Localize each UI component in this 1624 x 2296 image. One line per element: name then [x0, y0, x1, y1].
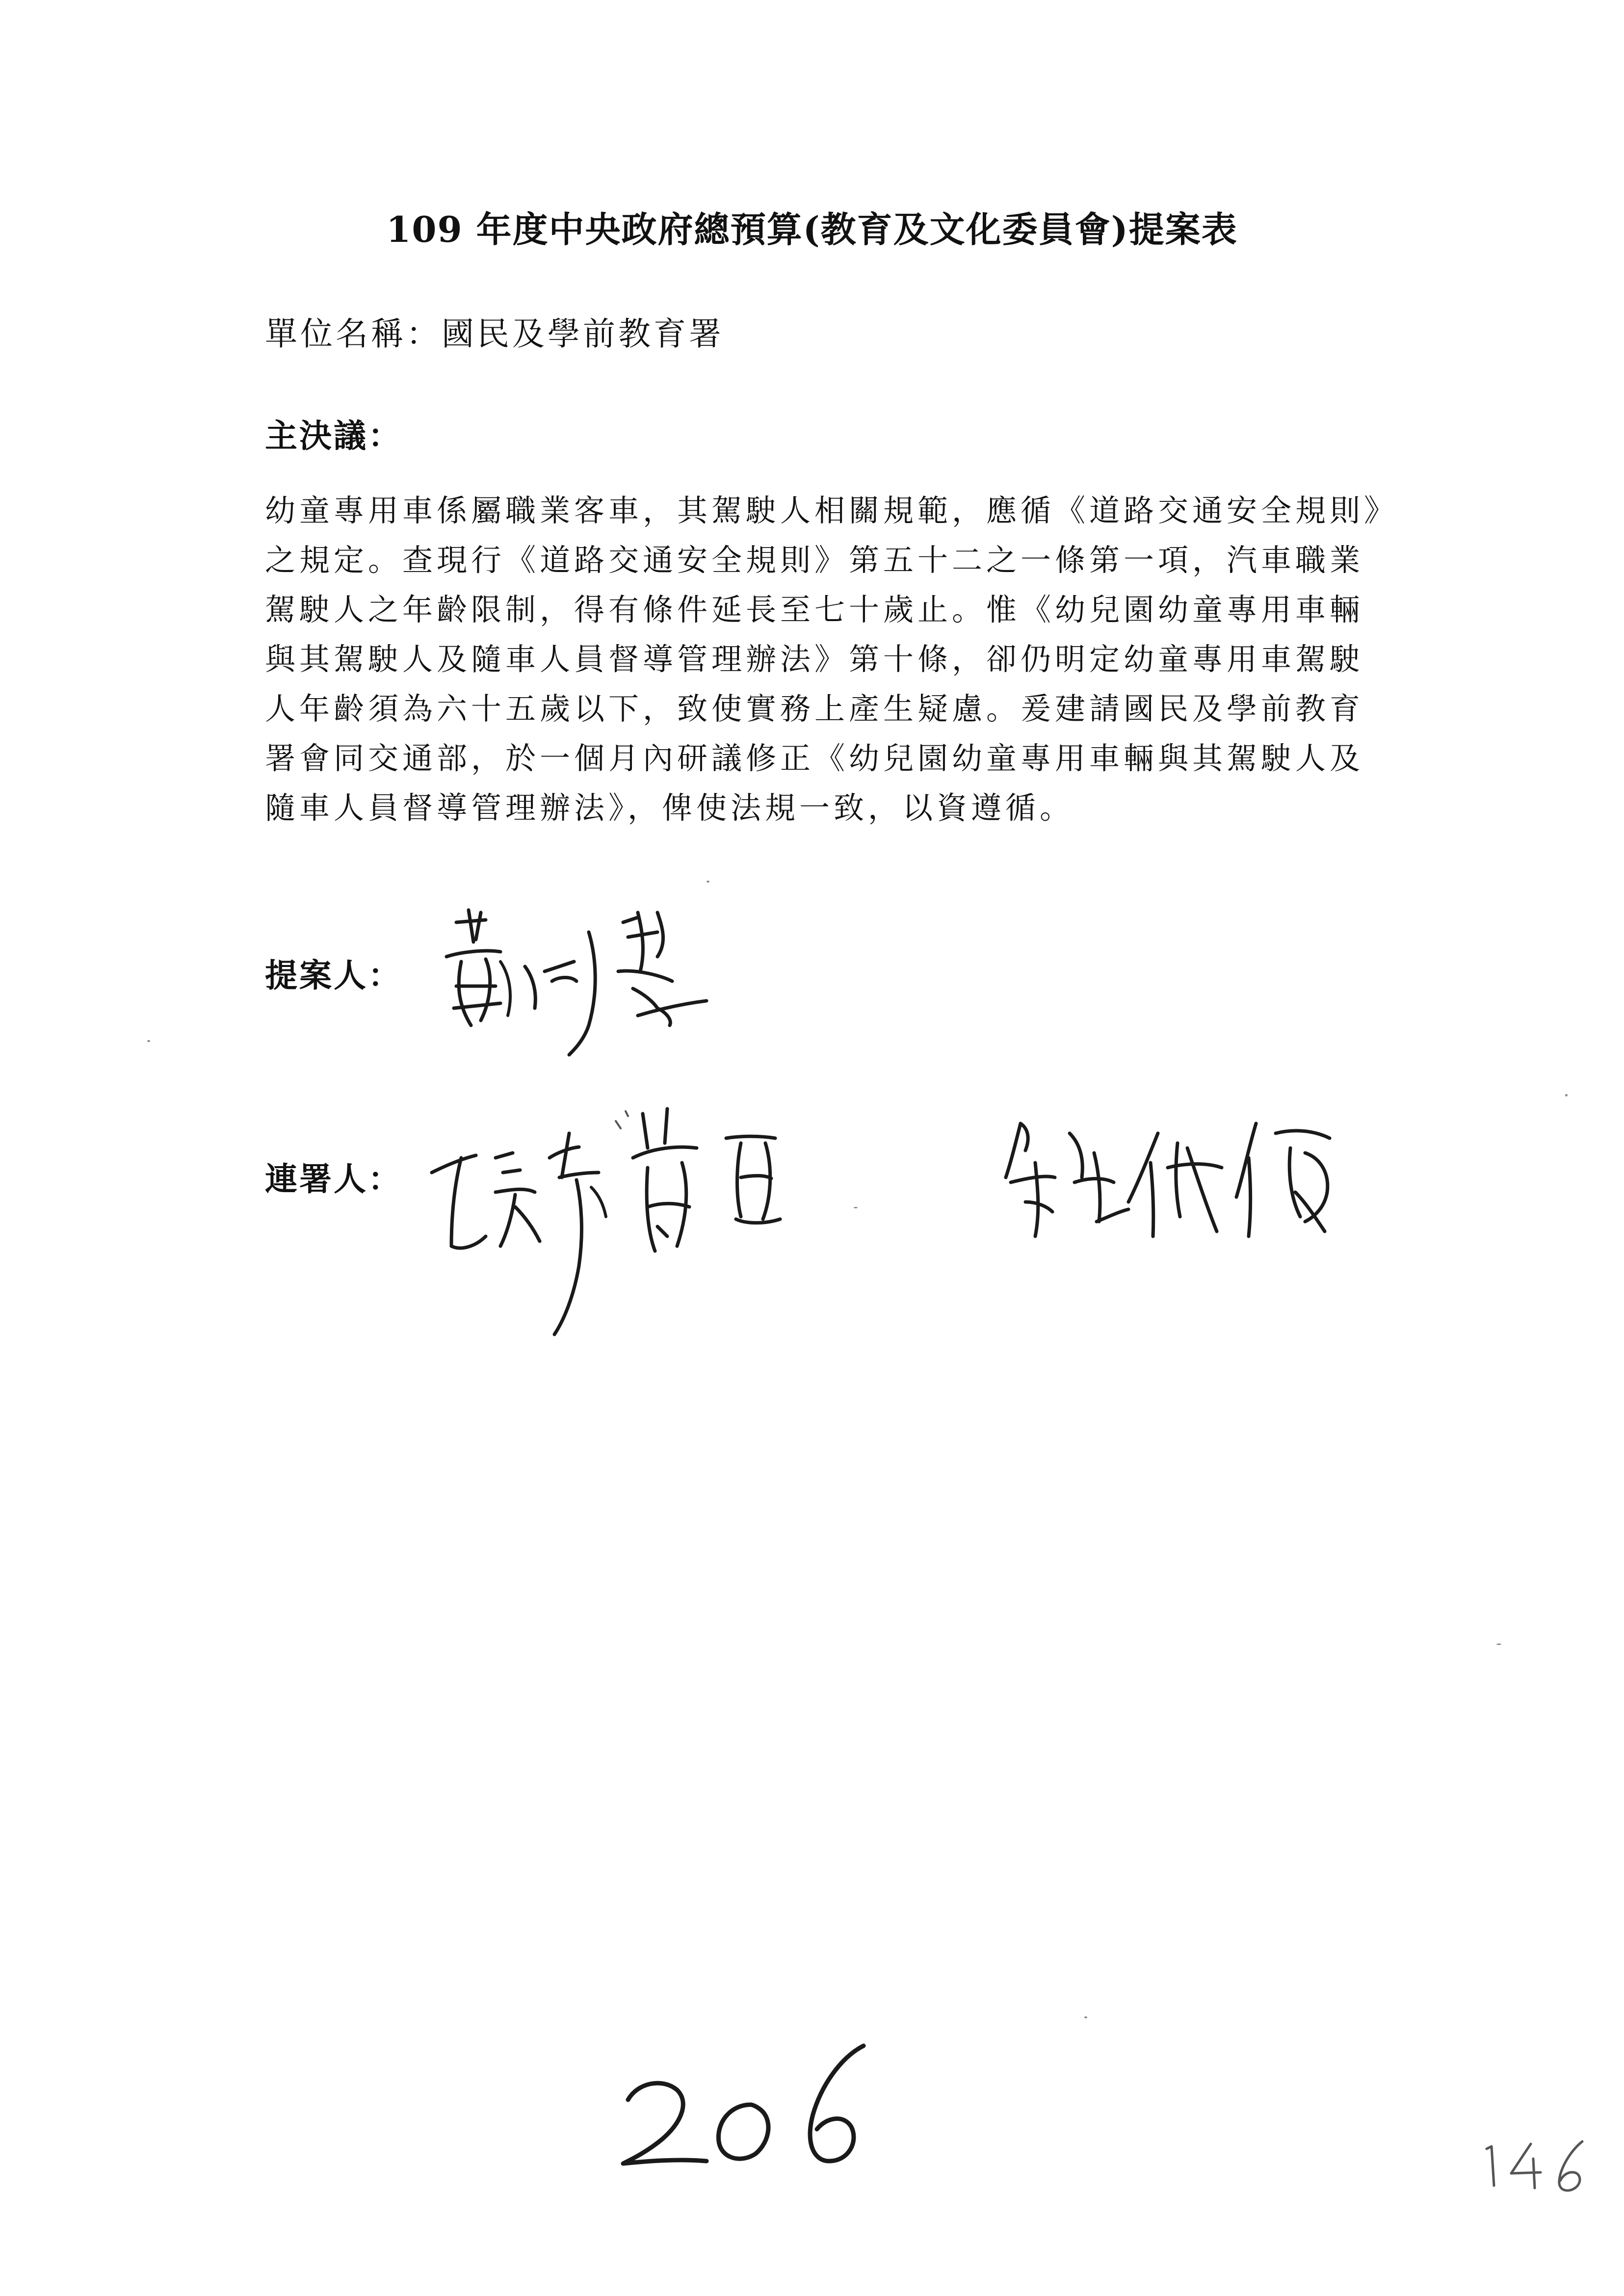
cosigner-label: 連署人： [265, 1160, 402, 1198]
scan-speck [147, 1040, 150, 1042]
handwritten-page-number [608, 2036, 883, 2183]
unit-name-line: 單位名稱：國民及學前教育署 [265, 315, 724, 353]
body-line: 之規定。查現行《道路交通安全規則》第五十二之一條第一項，汽車職業 [265, 542, 1364, 578]
body-line: 隨車人員督導管理辦法》，俾使法規一致，以資遵循。 [265, 790, 1074, 826]
proposer-label: 提案人： [265, 956, 402, 994]
body-line: 幼童專用車係屬職業客車，其駕駛人相關規範，應循《道路交通安全規則》 [265, 493, 1399, 528]
body-line: 與其駕駛人及隨車人員督導管理辦法》第十條，卻仍明定幼童專用車駕駛 [265, 641, 1364, 677]
proposer-signature [427, 903, 770, 1065]
resolution-body [265, 486, 1398, 833]
body-line: 駕駛人之年齡限制，得有條件延長至七十歲止。惟《幼兒園幼童專用車輛 [265, 592, 1364, 627]
scan-speck [1084, 2016, 1087, 2018]
scan-speck [1496, 1644, 1501, 1645]
cosigner-signature-2 [1001, 1104, 1354, 1251]
cosigner-signature-1 [422, 1089, 913, 1344]
scan-speck [707, 881, 709, 883]
body-line: 署會同交通部，於一個月內研議修正《幼兒園幼童專用車輛與其駕駛人及 [265, 740, 1364, 776]
body-line: 人年齡須為六十五歲以下，致使實務上產生疑慮。爰建請國民及學前教育 [265, 691, 1364, 727]
main-resolution-label: 主決議： [265, 417, 402, 455]
scan-speck [1565, 1094, 1568, 1096]
document-title: 109 年度中央政府總預算(教育及文化委員會)提案表 [386, 209, 1238, 250]
scan-speck [854, 1207, 858, 1208]
corner-page-number [1477, 2129, 1599, 2198]
